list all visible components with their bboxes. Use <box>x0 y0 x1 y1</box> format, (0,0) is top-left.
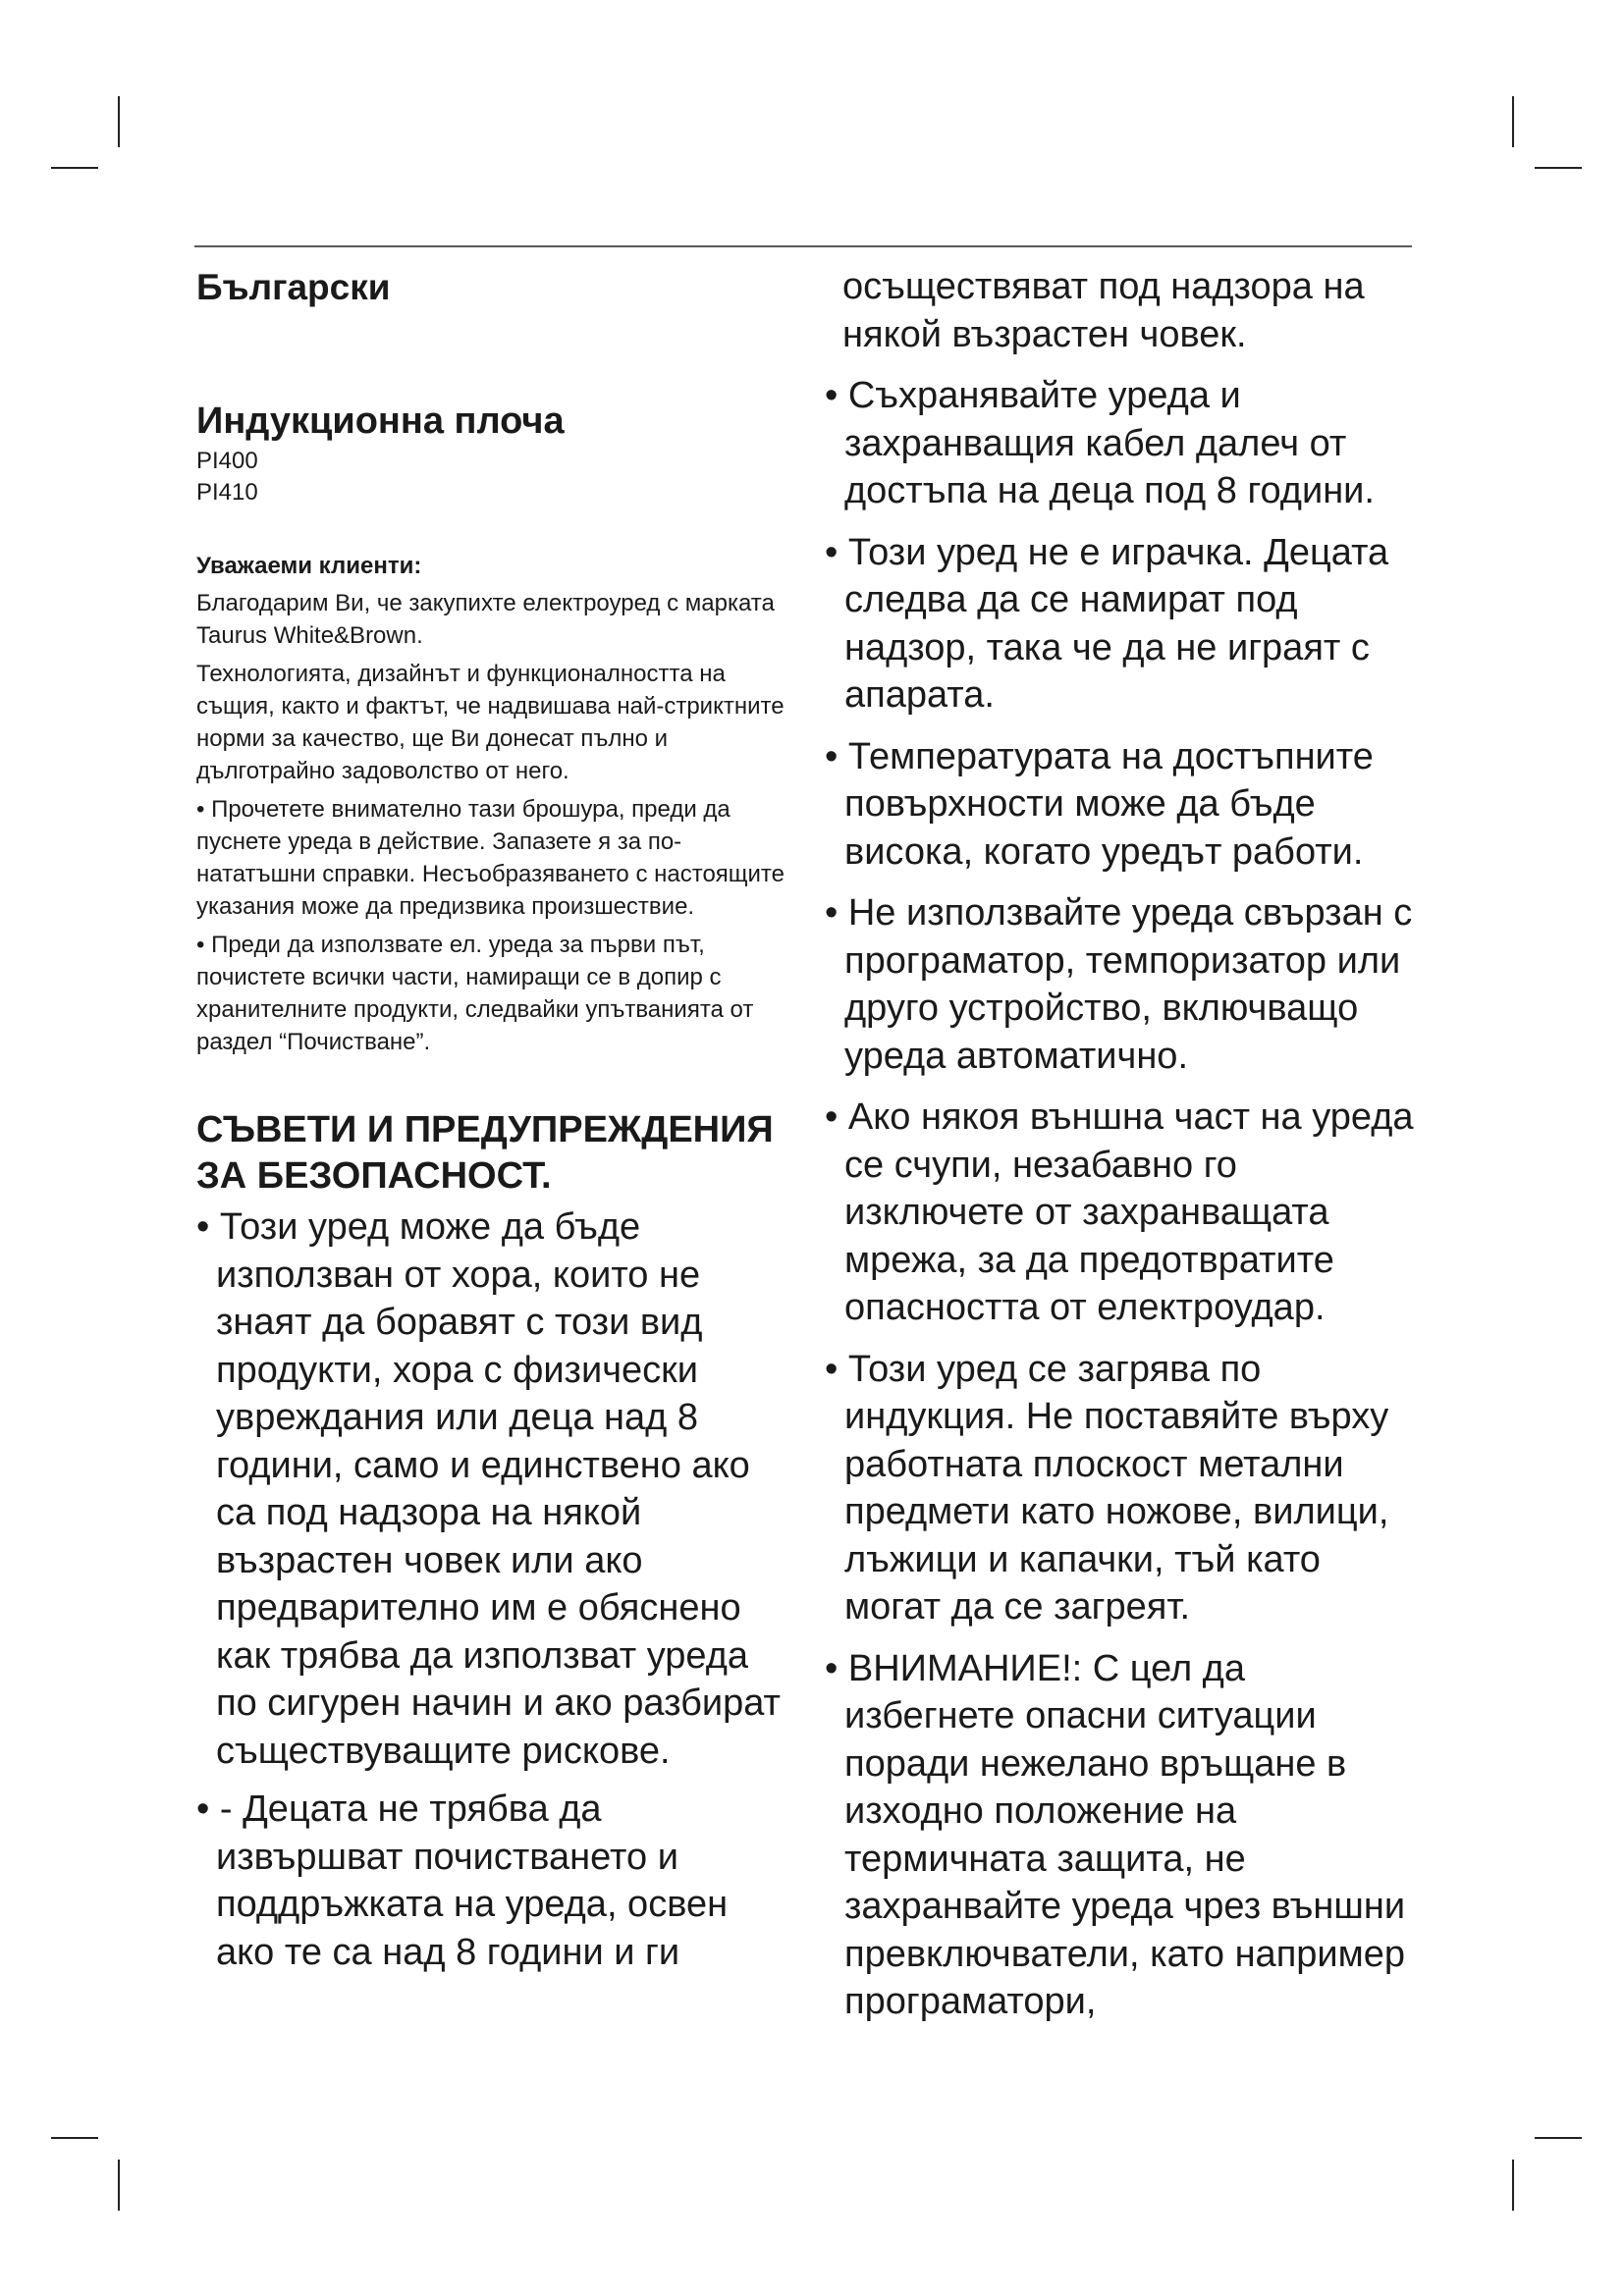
model-number: PI400 <box>196 448 258 474</box>
header-rule <box>194 245 1412 247</box>
model-number: PI410 <box>196 479 258 506</box>
crop-mark <box>51 2137 98 2139</box>
intro-paragraph: Благодарим Ви, че закупихте електроуред с марката Taurus White&Brown. <box>196 590 775 649</box>
intro-paragraph: • Преди да използвате ел. уреда за първи път, почистете всички части, намиращи се в допир с хранителните продукти, следвайки упътванията от раздел “Почистване”. <box>196 932 754 1055</box>
safety-item: • Този уред се загрява по индукция. Не поставяйте върху работната плоскост метални предмети като ножове, вилици, лъжици и капачки, тъй като могат да се загреят. <box>825 1348 1389 1628</box>
safety-heading: СЪВЕТИ И ПРЕДУПРЕЖДЕНИЯ ЗА БЕЗОПАСНОСТ. <box>196 1109 774 1197</box>
crop-mark <box>1512 96 1514 147</box>
intro-paragraph: Технологията, дизайнът и функционалността на същия, както и фактът, че надвишава най-стриктните норми за качество, ще Ви донесат пълно и дълготрайно задоволство от него. <box>196 661 785 784</box>
intro-paragraph: • Прочетете внимателно тази брошура, преди да пуснете уреда в действие. Запазете я за по-нататъшни справки. Несъобразяването с настоящите указания може да предизвика произшествие. <box>196 796 785 920</box>
safety-item: • - Децата не трябва да извършват почистването и поддръжката на уреда, освен ако те са над 8 години и ги <box>196 1789 729 1973</box>
continued-text: осъществяват под надзора на някой възрастен човек. <box>842 266 1365 355</box>
safety-list-left <box>196 1203 785 1976</box>
safety-item: • ВНИМАНИЕ!: С цел да избегнете опасни ситуации поради нежелано връщане в изходно положение на термичната защита, не захранвайте уреда чрез външни превключватели, като например програматори, <box>825 1647 1406 2022</box>
safety-item: • Не използвайте уреда свързан с програматор, темпоризатор или друго устройство, включващо уреда автоматично. <box>825 892 1413 1077</box>
safety-item: • Този уред може да бъде използван от хора, които не знаят да боравят с този вид продукти, хора с физически увреждания или деца над 8 години, само и единствено ако са под надзора на някой възрастен човек или ако предварително им е обяснено как трябва да използват уреда по сигурен начин и ако разбират съществуващите рискове. <box>196 1206 781 1772</box>
safety-item: • Съхранявайте уреда и захранващия кабел далеч от достъпа на деца под 8 години. <box>825 375 1375 511</box>
crop-mark <box>118 2160 120 2211</box>
product-title: Индукционна плоча <box>196 400 565 442</box>
crop-mark <box>118 96 120 147</box>
safety-item: • Ако някоя външна част на уреда се счупи, незабавно го изключете от захранващата мрежа, за да предотвратите опасността от електроудар. <box>825 1096 1414 1328</box>
crop-mark <box>51 167 98 169</box>
crop-mark <box>1535 167 1582 169</box>
safety-item: • Температурата на достъпните повърхности може да бъде висока, когато уредът работи. <box>825 735 1374 873</box>
greeting: Уважаеми клиенти: <box>196 553 422 579</box>
right-column <box>825 263 1424 2026</box>
left-column <box>196 263 785 1976</box>
crop-mark <box>1512 2160 1514 2211</box>
language-heading: Български <box>196 267 391 307</box>
safety-list-right <box>825 263 1424 2026</box>
safety-item: • Този уред не е играчка. Децата следва да се намират под надзор, така че да не играят с апарата. <box>825 531 1389 716</box>
intro-text <box>196 587 785 1058</box>
crop-mark <box>1535 2137 1582 2139</box>
